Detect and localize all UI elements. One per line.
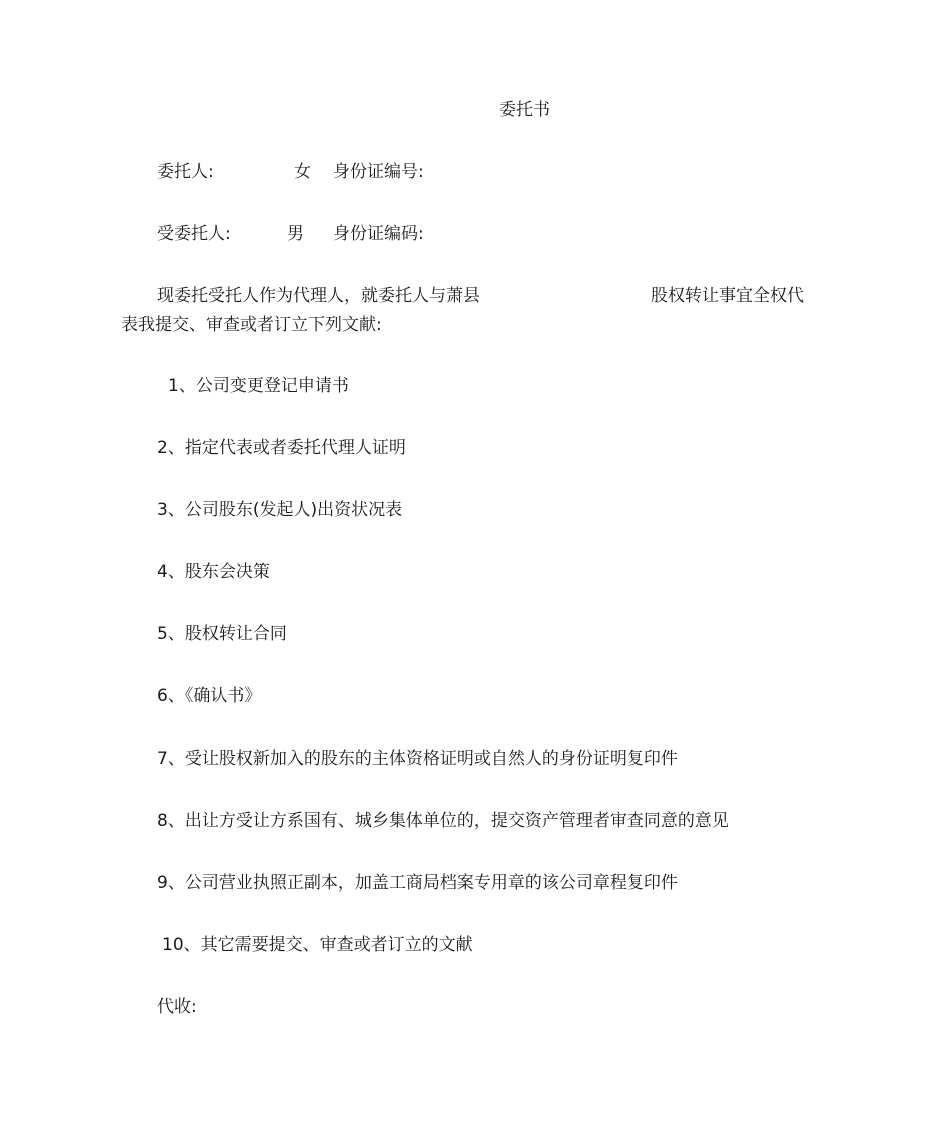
list-item: 3、公司股东(发起人)出资状况表	[157, 500, 403, 520]
agent-gender: 男	[287, 224, 304, 244]
agent-id-label: 身份证编码:	[333, 224, 424, 244]
intro-text-part3: 表我提交、审查或者订立下列文献:	[121, 315, 382, 335]
document-title: 委托书	[499, 100, 550, 120]
collect-label: 代收:	[157, 997, 197, 1017]
list-item: 6、《确认书》	[157, 686, 262, 706]
principal-gender: 女	[294, 162, 311, 182]
principal-label: 委托人:	[157, 162, 214, 182]
list-item: 7、受让股权新加入的股东的主体资格证明或自然人的身份证明复印件	[157, 749, 678, 769]
intro-text-part1: 现委托受托人作为代理人，就委托人与萧县	[157, 286, 480, 306]
list-item: 8、出让方受让方系国有、城乡集体单位的，提交资产管理者审查同意的意见	[157, 811, 729, 831]
list-item: 5、股权转让合同	[157, 624, 287, 644]
list-item: 1、公司变更登记申请书	[168, 376, 349, 396]
list-item: 2、指定代表或者委托代理人证明	[157, 438, 406, 458]
list-item: 4、股东会决策	[157, 562, 270, 582]
list-item: 9、公司营业执照正副本，加盖工商局档案专用章的该公司章程复印件	[157, 873, 678, 893]
agent-label: 受委托人:	[157, 224, 231, 244]
principal-id-label: 身份证编号:	[333, 162, 424, 182]
intro-text-part2: 股权转让事宜全权代	[651, 286, 804, 306]
list-item: 10、其它需要提交、审查或者订立的文献	[162, 935, 473, 955]
